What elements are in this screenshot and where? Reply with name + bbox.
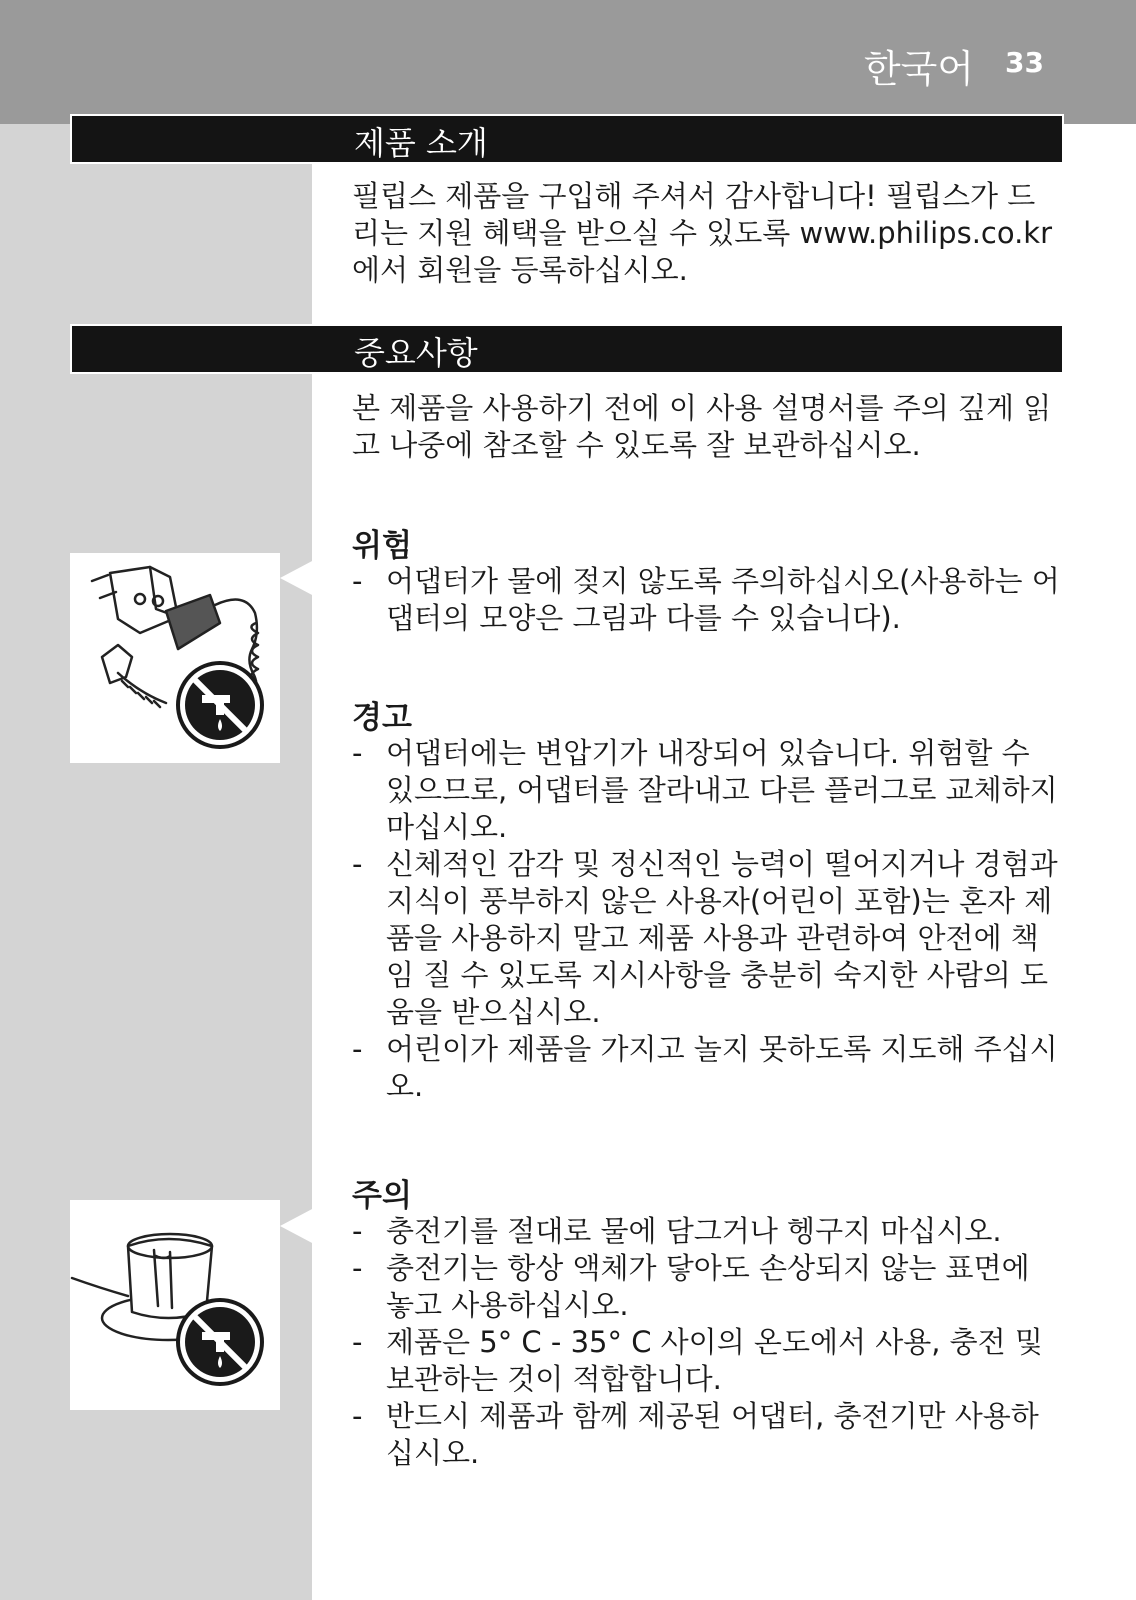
important-paragraph: 본 제품을 사용하기 전에 이 사용 설명서를 주의 깊게 읽고 나중에 참조할 수 있도록 잘 보관하십시오. (352, 391, 1052, 462)
warning-list (352, 735, 1064, 1105)
language-label: 한국어 (863, 47, 974, 91)
adapter-no-water-icon (70, 553, 280, 763)
figure-pointer-1 (280, 560, 314, 596)
intro-paragraph: 필립스 제품을 구입해 주셔서 감사합니다! 필립스가 드리는 지원 혜택을 받으실 수 있도록 www.philips.co.kr에서 회원을 등록하십시오. (352, 179, 1053, 287)
list-item: - 어댑터에는 변압기가 내장되어 있습니다. 위험할 수 있으므로, 어댑터를 잘라내고 다른 플러그로 교체하지 마십시오. (352, 735, 1064, 846)
section-bar-intro (70, 114, 1064, 164)
section-title-important: 중요사항 (354, 334, 478, 372)
page-number: 33 (1005, 46, 1044, 79)
danger-list (352, 563, 1064, 637)
danger-heading: 위험 (352, 528, 412, 564)
caution-heading: 주의 (352, 1178, 412, 1214)
figure-charger (70, 1200, 280, 1410)
list-item: - 반드시 제품과 함께 제공된 어댑터, 충전기만 사용하십시오. (352, 1398, 1064, 1472)
list-item: - 어댑터가 물에 젖지 않도록 주의하십시오(사용하는 어댑터의 모양은 그림과 다를 수 있습니다). (352, 563, 1064, 637)
caution-list (352, 1213, 1064, 1472)
figure-pointer-2 (280, 1208, 314, 1244)
list-item: - 제품은 5° C - 35° C 사이의 온도에서 사용, 충전 및 보관하는 것이 적합합니다. (352, 1324, 1064, 1398)
section-title-intro: 제품 소개 (354, 124, 488, 162)
list-item: - 어린이가 제품을 가지고 놀지 못하도록 지도해 주십시오. (352, 1031, 1064, 1105)
figure-adapter (70, 553, 280, 763)
section-bar-important (70, 324, 1064, 374)
charger-no-water-icon (70, 1200, 280, 1410)
warning-heading: 경고 (352, 700, 412, 736)
list-item: - 충전기를 절대로 물에 담그거나 헹구지 마십시오. (352, 1213, 1064, 1250)
list-item: - 충전기는 항상 액체가 닿아도 손상되지 않는 표면에 놓고 사용하십시오. (352, 1250, 1064, 1324)
list-item: - 신체적인 감각 및 정신적인 능력이 떨어지거나 경험과 지식이 풍부하지 않은 사용자(어린이 포함)는 혼자 제품을 사용하지 말고 제품 사용과 관련하여 안전에 책임 질 수 있도록 지시사항을 충분히 숙지한 사람의 도움을 받으십시오. (352, 846, 1064, 1031)
